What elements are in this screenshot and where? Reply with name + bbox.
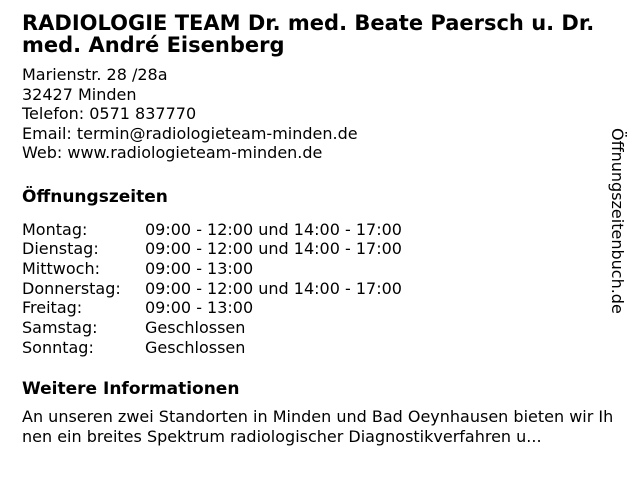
watermark-vertical-brand: Öffnungszeitenbuch.de [608,128,627,314]
web-value: www.radiologieteam-minden.de [67,143,323,162]
day-label: Sonntag: [22,337,94,357]
contact-block [22,65,622,163]
phone-value: 0571 837770 [89,104,197,123]
opening-hours-table [22,220,622,358]
hours-heading: Öffnungszeiten [22,186,168,207]
hours-row-friday [22,298,622,318]
page-title: RADIOLOGIE TEAM Dr. med. Beate Paersch u. Dr. med. André Eisenberg [22,11,595,57]
time-value: Geschlossen [145,337,246,357]
time-value: 09:00 - 13:00 [145,258,254,278]
info-text: An unseren zwei Standorten in Minden und Bad Oeynhausen bieten wir Ihnen ein breites Spektrum radiologischer Diagnostikverfahren u... [22,407,614,446]
day-label: Samstag: [22,318,98,338]
time-value: Geschlossen [145,318,246,338]
hours-row-saturday [22,318,622,338]
web-line [22,143,622,163]
time-value: 09:00 - 12:00 und 14:00 - 17:00 [145,219,402,239]
address-street: Marienstr. 28 /28a [22,65,168,84]
day-label: Mittwoch: [22,258,100,278]
phone-label: Telefon: [22,104,85,123]
hours-row-sunday [22,338,622,358]
day-label: Freitag: [22,298,83,318]
email-line [22,124,622,144]
address-city: 32427 Minden [22,84,137,104]
hours-row-thursday [22,279,622,299]
time-value: 09:00 - 13:00 [145,298,254,318]
email-value: termin@radiologieteam-minden.de [76,123,358,143]
hours-row-monday [22,220,622,240]
hours-row-wednesday [22,259,622,279]
day-label: Dienstag: [22,239,99,259]
info-heading: Weitere Informationen [22,379,240,400]
web-label: Web: [22,143,63,162]
day-label: Donnerstag: [22,278,121,298]
hours-row-tuesday [22,239,622,259]
day-label: Montag: [22,219,88,239]
email-label: Email: [22,123,72,143]
time-value: 09:00 - 12:00 und 14:00 - 17:00 [145,239,402,259]
phone-line [22,104,622,124]
time-value: 09:00 - 12:00 und 14:00 - 17:00 [145,278,402,298]
